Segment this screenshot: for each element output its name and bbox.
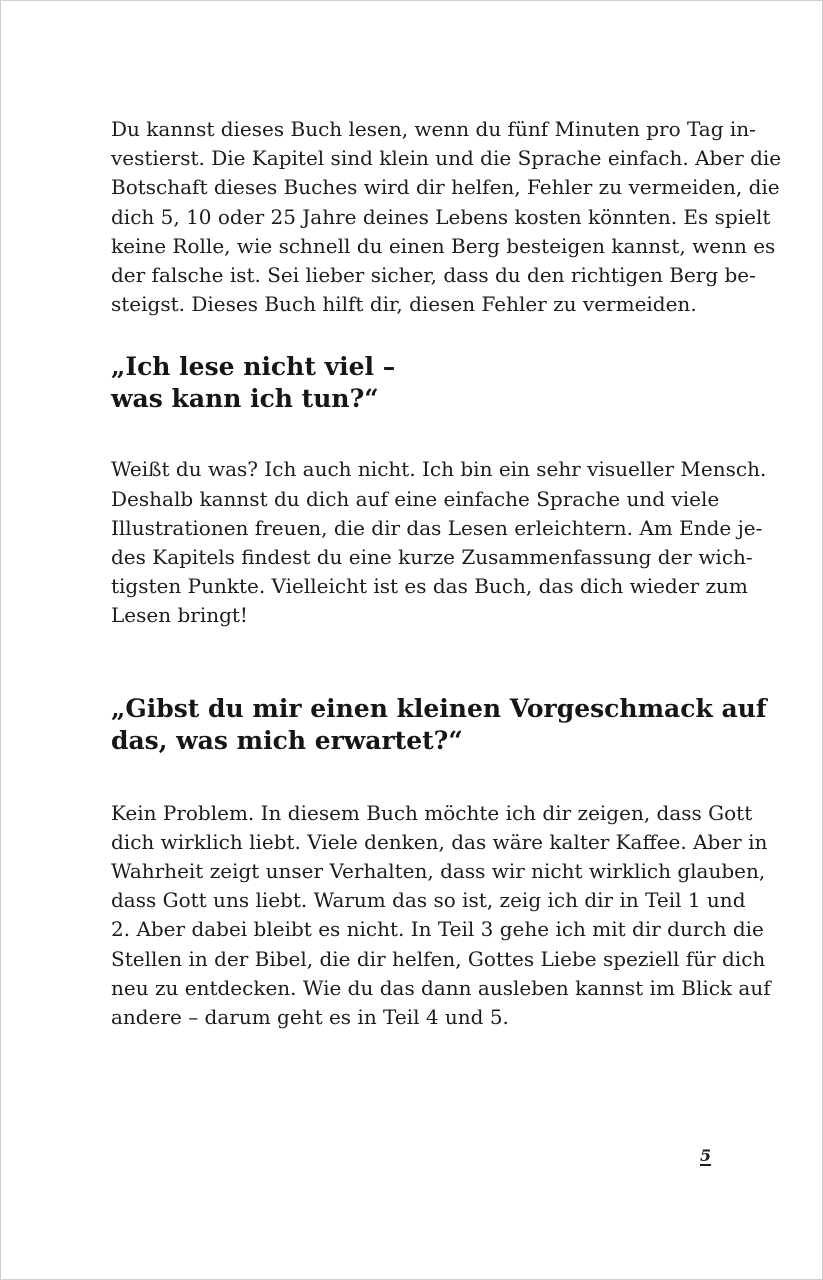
text-line: tigsten Punkte. Vielleicht ist es das Buch, das dich wieder zum [111,574,748,599]
page-content [111,115,782,1032]
heading-line: was kann ich tun?“ [111,384,379,414]
text-line: Botschaft dieses Buches wird dir helfen, Fehler zu vermeiden, die [111,175,780,200]
text-line: Lesen bringt! [111,603,248,628]
section-heading-preview [111,693,767,757]
text-line: Wahrheit zeigt unser Verhalten, dass wir nicht wirklich glauben, [111,859,766,884]
text-line: des Kapitels findest du eine kurze Zusammenfassung der wich- [111,545,753,570]
section-heading-reading [111,351,711,415]
reading-paragraph [111,455,767,630]
heading-line: „Gibst du mir einen kleinen Vorgeschmack auf [111,693,767,723]
text-line: steigst. Dieses Buch hilft dir, diesen Fehler zu vermeiden. [111,292,697,317]
text-line: neu zu entdecken. Wie du das dann ausleben kannst im Blick auf [111,975,771,1000]
text-line: Deshalb kannst du dich auf eine einfache Sprache und viele [111,486,720,511]
page-number: 5 [700,1146,712,1165]
text-line: Illustrationen freuen, die dir das Lesen erleichtern. Am Ende je- [111,515,763,540]
text-line: keine Rolle, wie schnell du einen Berg besteigen kannst, wenn es [111,233,776,258]
text-line: dich 5, 10 oder 25 Jahre deines Lebens kosten könnten. Es spielt [111,204,771,229]
heading-line: „Ich lese nicht viel – [111,352,396,382]
text-line: 2. Aber dabei bleibt es nicht. In Teil 3 gehe ich mit dir durch die [111,917,764,942]
text-line: vestierst. Die Kapitel sind klein und die Sprache einfach. Aber die [111,146,782,171]
text-line: Stellen in der Bibel, die dir helfen, Gottes Liebe speziell für dich [111,946,766,971]
text-line: Kein Problem. In diesem Buch möchte ich dir zeigen, dass Gott [111,800,753,825]
heading-line: das, was mich erwartet?“ [111,725,463,755]
intro-paragraph [111,115,782,319]
text-line: andere – darum geht es in Teil 4 und 5. [111,1005,509,1030]
text-line: Du kannst dieses Buch lesen, wenn du fünf Minuten pro Tag in- [111,117,756,141]
text-line: Weißt du was? Ich auch nicht. Ich bin ein sehr visueller Mensch. [111,457,767,482]
text-line: dich wirklich liebt. Viele denken, das wäre kalter Kaffee. Aber in [111,829,768,854]
preview-paragraph [111,799,771,1033]
text-line: dass Gott uns liebt. Warum das so ist, zeig ich dir in Teil 1 und [111,888,746,913]
text-line: der falsche ist. Sei lieber sicher, dass du den richtigen Berg be- [111,263,756,288]
